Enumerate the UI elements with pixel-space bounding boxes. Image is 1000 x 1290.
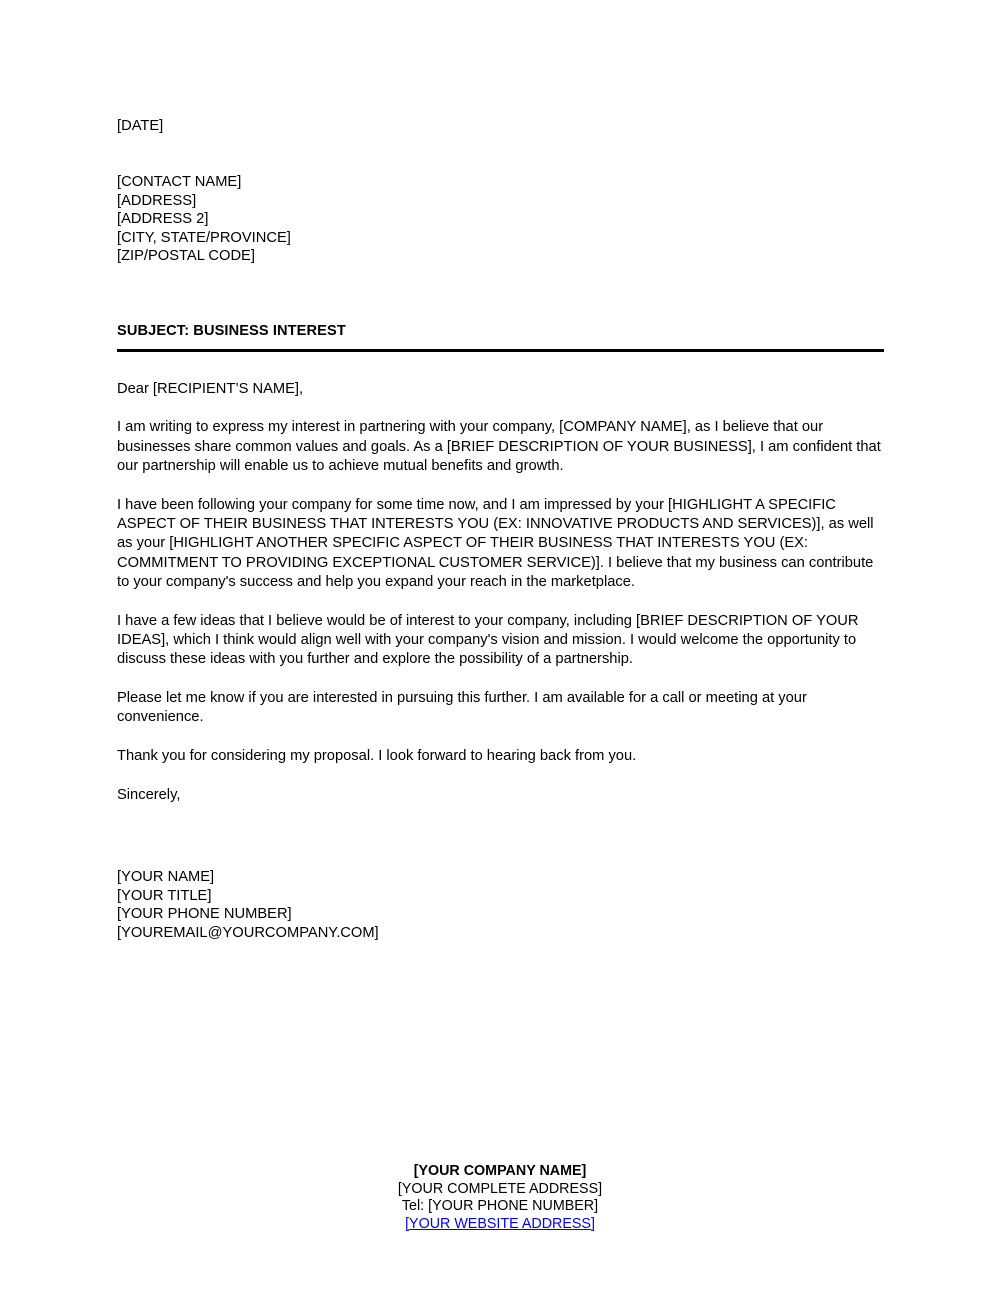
body-paragraph-4: Please let me know if you are interested in pursuing this further. I am available for a call or meeting at your convenience.: [117, 690, 807, 726]
recipient-contact-name: [CONTACT NAME]: [117, 174, 242, 190]
page-footer: [0, 1163, 1000, 1233]
recipient-address-block: [117, 173, 291, 266]
sender-phone: [YOUR PHONE NUMBER]: [117, 906, 292, 923]
sender-name: [YOUR NAME]: [117, 869, 215, 885]
footer-website-link[interactable]: [YOUR WEBSITE ADDRESS]: [405, 1215, 595, 1232]
closing-line: Sincerely,: [117, 786, 181, 803]
body-paragraph-3: I have a few ideas that I believe would be of interest to your company, including [BRIEF DESCRIPTION OF YOUR IDEAS], which I think would align well with your company's vision and mission. I would welcome the opportunity to discuss these ideas with you further and explore the possibility of a partnership.: [117, 612, 859, 668]
date-field: [DATE]: [117, 118, 164, 134]
header-divider: [117, 349, 884, 352]
recipient-address-line-2: [ADDRESS 2]: [117, 211, 209, 228]
body-paragraph-5: Thank you for considering my proposal. I look forward to hearing back from you.: [117, 748, 637, 765]
footer-company-name: [YOUR COMPANY NAME]: [413, 1163, 587, 1179]
subject-heading: SUBJECT: BUSINESS INTEREST: [117, 323, 346, 339]
recipient-address-line-1: [ADDRESS]: [117, 192, 197, 209]
signature-block: [117, 868, 379, 942]
footer-telephone: Tel: [YOUR PHONE NUMBER]: [401, 1198, 599, 1215]
letter-body: [117, 380, 884, 805]
sender-title: [YOUR TITLE]: [117, 887, 212, 904]
recipient-city-state: [CITY, STATE/PROVINCE]: [117, 229, 291, 246]
sender-email: [YOUREMAIL@YOURCOMPANY.COM]: [117, 924, 379, 941]
body-paragraph-2: I have been following your company for some time now, and I am impressed by your [HIGHLIGHT A SPECIFIC ASPECT OF THEIR BUSINESS THAT INTERESTS YOU (EX: INNOVATIVE PRODUCTS AND SERVICES)], as well as your [HIGHLIGHT ANOTHER SPECIFIC ASPECT OF THEIR BUSINESS THAT INTERESTS YOU (EX: COMMITMENT TO PROVIDING EXCEPTIONAL CUSTOMER SERVICE)]. I believe that my business can contribute to your company's success and help you expand your reach in the marketplace.: [117, 496, 874, 590]
recipient-postal-code: [ZIP/POSTAL CODE]: [117, 248, 255, 265]
footer-address: [YOUR COMPLETE ADDRESS]: [397, 1180, 603, 1197]
body-paragraph-1: I am writing to express my interest in partnering with your company, [COMPANY NAME], as I believe that our businesses share common values and goals. As a [BRIEF DESCRIPTION OF YOUR BUSINESS], I am confident that our partnership will enable us to achieve mutual benefits and growth.: [117, 419, 881, 474]
salutation-line: Dear [RECIPIENT’S NAME],: [117, 381, 304, 397]
